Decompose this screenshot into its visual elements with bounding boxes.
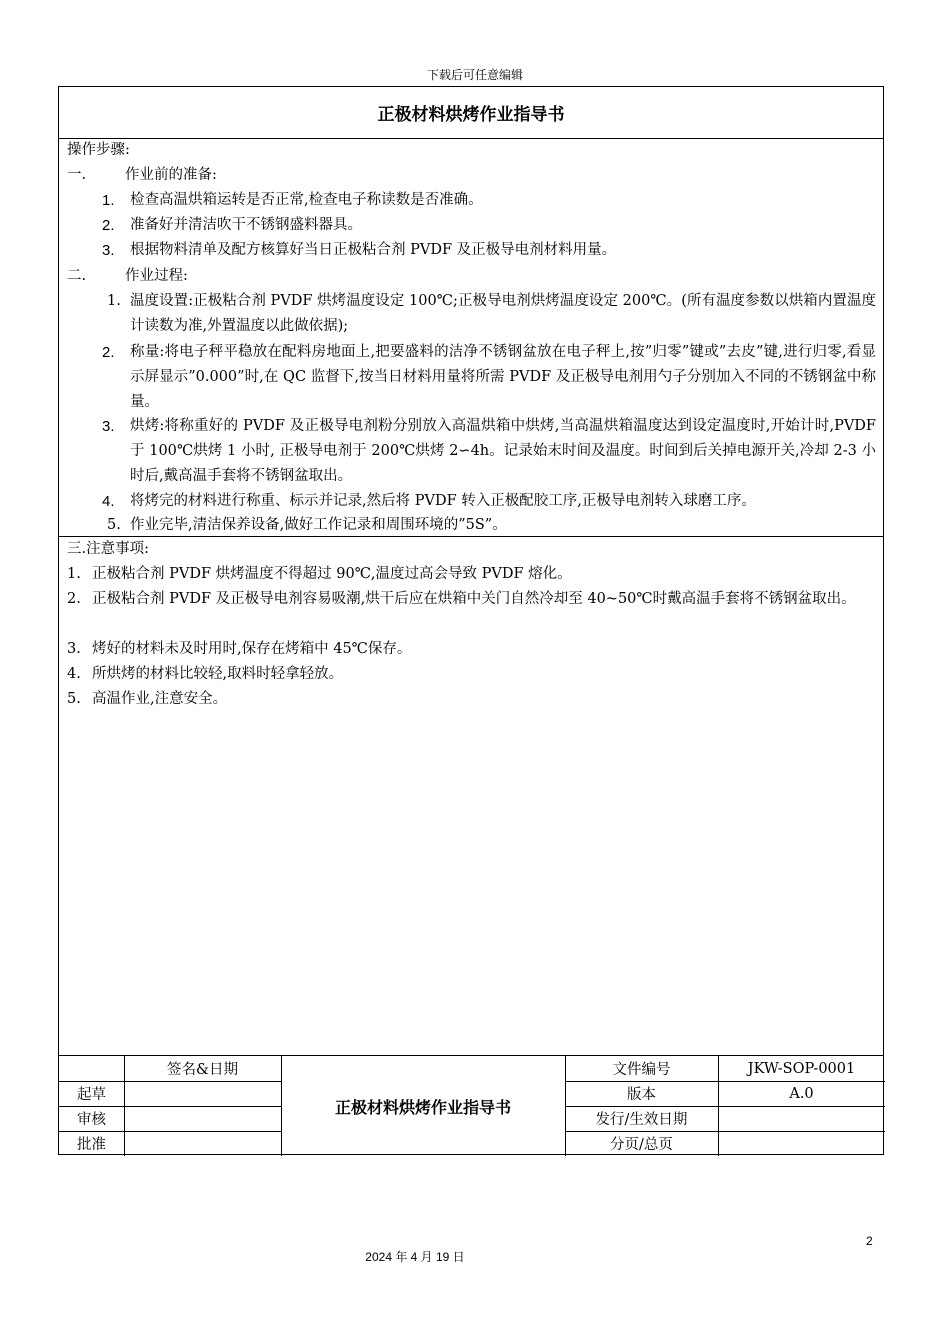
- notes-title: 三.注意事项:: [67, 541, 149, 557]
- issue-date-label: 发行/生效日期: [595, 1112, 688, 1128]
- section2-marker: 二.: [67, 268, 87, 284]
- prep-2-text: 准备好并清洁吹干不锈钢盛料器具。: [130, 217, 362, 233]
- process-3-number: 3.: [102, 418, 115, 435]
- header-note: 下载后可任意编辑: [426, 68, 523, 82]
- page-total-label: 分页/总页: [610, 1137, 673, 1153]
- page-total-value: [718, 1131, 885, 1156]
- procedure-section: [59, 138, 883, 537]
- page-number: 2: [866, 1234, 873, 1248]
- signature-table: [59, 1055, 883, 1156]
- doc-number-value: JKW-SOP-0001: [747, 1060, 856, 1077]
- note-3-number: 3.: [67, 641, 81, 657]
- prep-3-number: 3.: [102, 242, 115, 259]
- process-4-number: 4.: [102, 493, 115, 510]
- section1-marker: 一.: [67, 167, 87, 183]
- note-3-text: 烤好的材料未及时用时,保存在烤箱中 45℃保存。: [92, 641, 412, 657]
- section2-title: 作业过程:: [125, 268, 188, 284]
- row-drafted: 起草: [77, 1087, 106, 1103]
- note-4-text: 所烘烤的材料比较轻,取料时轻拿轻放。: [92, 666, 344, 682]
- version-value: A.0: [789, 1085, 814, 1102]
- prep-1-text: 检查高温烘箱运转是否正常,检查电子称读数是否准确。: [130, 192, 483, 208]
- document-title: 正极材料烘烤作业指导书: [59, 87, 883, 139]
- process-1-text: 温度设置:正极粘合剂 PVDF 烘烤温度设定 100℃;正极导电剂烘烤温度设定 200℃。(所有温度参数以烘箱内置温度计读数为准,外置温度以此做依据);: [130, 293, 876, 334]
- process-5-number: 5.: [107, 517, 121, 533]
- note-5-text: 高温作业,注意安全。: [92, 691, 228, 707]
- notes-section: [59, 537, 883, 1055]
- prep-2-number: 2.: [102, 217, 115, 234]
- prep-3-text: 根据物料清单及配方核算好当日正极粘合剂 PVDF 及正极导电剂材料用量。: [130, 242, 617, 258]
- note-2-text: 正极粘合剂 PVDF 及正极导电剂容易吸潮,烘干后应在烘箱中关门自然冷却至 40~50℃时戴高温手套将不锈钢盆取出。: [92, 591, 856, 607]
- doc-number-label: 文件编号: [612, 1062, 671, 1078]
- note-1-text: 正极粘合剂 PVDF 烘烤温度不得超过 90℃,温度过高会导致 PVDF 熔化。: [92, 566, 572, 582]
- process-2-number: 2.: [102, 344, 115, 361]
- row-reviewed: 审核: [77, 1112, 106, 1128]
- note-5-number: 5.: [67, 691, 81, 707]
- document-frame: [58, 86, 884, 1155]
- footer-date: 2024 年 4 月 19 日: [365, 1250, 465, 1264]
- note-2-number: 2.: [67, 591, 81, 607]
- table-center-title: 正极材料烘烤作业指导书: [334, 1097, 511, 1117]
- process-3-text: 烘烤:将称重好的 PVDF 及正极导电剂粉分别放入高温烘箱中烘烤,当高温烘箱温度达到设定温度时,开始计时,PVDF 于 100℃烘烤 1 小时, 正极导电剂于 200℃烘烤 2∽4h。记录始末时间及温度。时间到后关掉电源开关,冷却 2-3 小时后,戴高温手套将不锈钢盆取出。: [130, 418, 876, 484]
- process-2-text: 称量:将电子秤平稳放在配料房地面上,把要盛料的洁净不锈钢盆放在电子秤上,按”归零”键或”去皮”键,进行归零,看显示屏显示”0.000”时,在 QC 监督下,按当日材料用量将所需 PVDF 及正极导电剂用勺子分别加入不同的不锈钢盆中称量。: [130, 344, 876, 410]
- note-1-number: 1.: [67, 566, 81, 582]
- issue-date-value: [718, 1106, 885, 1131]
- prep-1-number: 1.: [102, 192, 115, 209]
- row-approved: 批准: [77, 1137, 106, 1153]
- steps-label: 操作步骤:: [67, 142, 130, 158]
- process-1-number: 1.: [107, 293, 121, 309]
- process-4-text: 将烤完的材料进行称重、标示并记录,然后将 PVDF 转入正极配胶工序,正极导电剂转入球磨工序。: [130, 493, 756, 509]
- version-label: 版本: [627, 1087, 656, 1103]
- sign-date-header: 签名&日期: [167, 1062, 238, 1078]
- note-4-number: 4.: [67, 666, 81, 682]
- section1-title: 作业前的准备:: [125, 167, 217, 183]
- process-5-text: 作业完毕,清洁保养设备,做好工作记录和周围环境的”5S”。: [130, 517, 507, 533]
